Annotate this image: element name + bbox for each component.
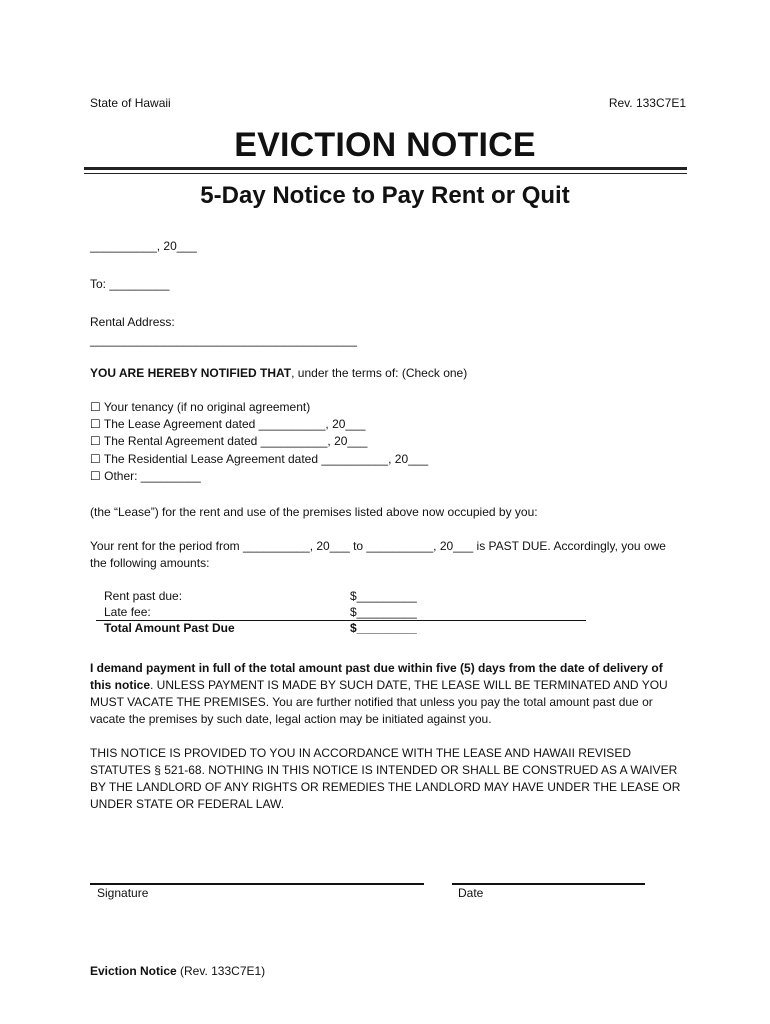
amount-label: Late fee: bbox=[104, 605, 151, 619]
lease-paragraph: (the “Lease”) for the rent and use of the premises listed above now occupied by you: bbox=[90, 505, 538, 519]
statute-paragraph: THIS NOTICE IS PROVIDED TO YOU IN ACCORDANCE WITH THE LEASE AND HAWAII REVISED STATUTES § 521-68. NOTHING IN THIS NOTICE IS INTENDED OR SHALL BE CONSTRUED AS A WAIVER BY THE LANDLORD OF ANY RIGHTS OR REMEDIES THE LANDLORD MAY HAVE UNDER THE LEASE OR UNDER STATE OR FEDERAL LAW. bbox=[90, 746, 681, 811]
option-rental-agreement[interactable] bbox=[90, 434, 367, 448]
option-label: The Rental Agreement dated __________, 20___ bbox=[103, 434, 368, 448]
title-rule-thick bbox=[84, 167, 687, 170]
checkbox-icon[interactable]: ☐ bbox=[90, 434, 101, 448]
demand-bold: I demand payment in full of the total amount past due within five (5) days from the date of delivery of this notice bbox=[90, 661, 663, 692]
option-label: Other: _________ bbox=[104, 469, 201, 483]
option-other[interactable] bbox=[90, 469, 201, 483]
page-footer bbox=[90, 964, 265, 978]
option-label: The Residential Lease Agreement dated __________, 20___ bbox=[103, 452, 429, 466]
rent-period-paragraph: Your rent for the period from __________, 20___ to __________, 20___ is PAST DUE. Accordingly, you owe the following amounts: bbox=[90, 539, 666, 570]
notified-statement bbox=[90, 366, 467, 380]
rental-address-blank: ________________________________________ bbox=[90, 333, 357, 347]
date-line[interactable] bbox=[452, 883, 645, 885]
document-subtitle: 5-Day Notice to Pay Rent or Quit bbox=[200, 182, 570, 209]
option-label: Your tenancy (if no original agreement) bbox=[103, 400, 311, 414]
amount-value: $_________ bbox=[350, 589, 417, 603]
amounts-divider bbox=[96, 620, 586, 621]
date-blank: __________, 20___ bbox=[90, 239, 197, 253]
to-blank: To: _________ bbox=[90, 277, 170, 291]
checkbox-icon[interactable]: ☐ bbox=[90, 469, 101, 483]
amount-label: Rent past due: bbox=[104, 589, 183, 603]
state-label: State of Hawaii bbox=[90, 96, 171, 110]
signature-line[interactable] bbox=[90, 883, 424, 885]
revision-label: Rev. 133C7E1 bbox=[608, 96, 686, 110]
amount-row-total bbox=[96, 621, 586, 637]
footer-revision: (Rev. 133C7E1) bbox=[176, 964, 266, 978]
option-lease-agreement[interactable] bbox=[90, 417, 365, 431]
option-label: The Lease Agreement dated __________, 20___ bbox=[103, 417, 366, 431]
amounts-table bbox=[96, 589, 586, 637]
option-tenancy[interactable] bbox=[90, 400, 310, 414]
signature-label: Signature bbox=[97, 886, 149, 900]
amount-row-late-fee bbox=[96, 605, 586, 621]
footer-title: Eviction Notice bbox=[90, 964, 177, 978]
option-residential-lease[interactable] bbox=[90, 452, 428, 466]
title-rule-thin bbox=[84, 173, 687, 174]
amount-value: $_________ bbox=[350, 621, 417, 635]
amount-row-rent bbox=[96, 589, 586, 605]
demand-paragraph bbox=[90, 660, 682, 728]
demand-rest: . UNLESS PAYMENT IS MADE BY SUCH DATE, THE LEASE WILL BE TERMINATED AND YOU MUST VACATE THE PREMISES. You are further notified that unless you pay the total amount past due or vacate the premises by such date, legal action may be initiated against you. bbox=[90, 678, 668, 726]
notified-bold: YOU ARE HEREBY NOTIFIED THAT bbox=[90, 366, 292, 380]
date-label: Date bbox=[458, 886, 484, 900]
amount-value: $_________ bbox=[350, 605, 417, 619]
checkbox-icon[interactable]: ☐ bbox=[90, 400, 101, 414]
document-title: EVICTION NOTICE bbox=[234, 126, 536, 164]
notified-rest: , under the terms of: (Check one) bbox=[291, 366, 468, 380]
checkbox-icon[interactable]: ☐ bbox=[90, 452, 101, 466]
checkbox-icon[interactable]: ☐ bbox=[90, 417, 101, 431]
amount-label: Total Amount Past Due bbox=[104, 621, 235, 635]
rental-address-label: Rental Address: bbox=[90, 315, 175, 329]
